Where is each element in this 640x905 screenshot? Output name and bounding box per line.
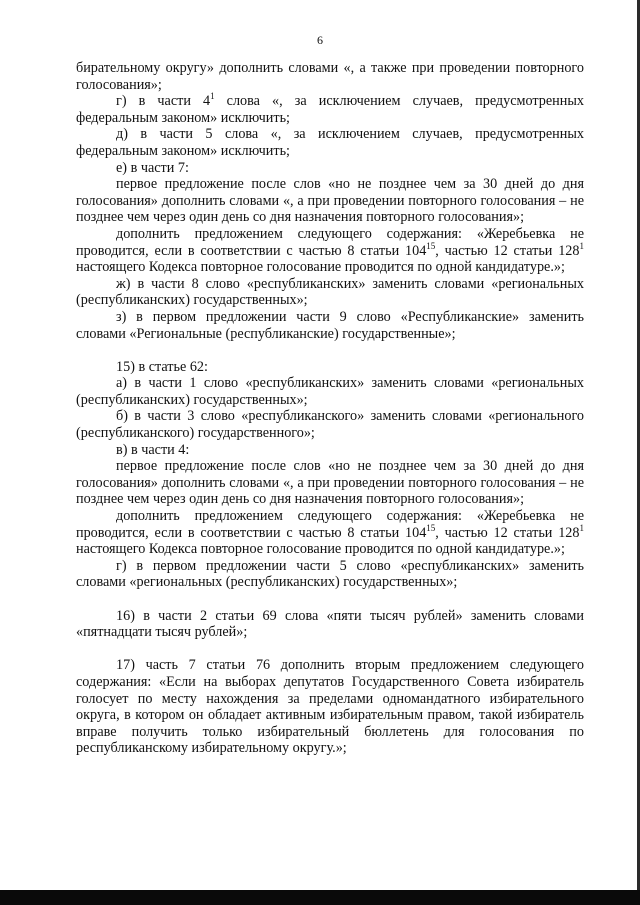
paragraph-text: 17) часть 7 статьи 76 дополнить вторым предложением следующего содержания: «Если на выборах депутатов Государственного Совета избиратель голосует по месту нахождения за пределами одномандатного избирательного округа, в котором он обладает активным избирательным правом, такой избиратель вправе получить только избирательный бюллетень для голосования по республиканскому избирательному округу.»; bbox=[76, 657, 584, 757]
paragraph bbox=[76, 126, 584, 159]
paragraph bbox=[76, 359, 584, 376]
paragraph-text: первое предложение после слов «но не позднее чем за 30 дней до дня голосования» дополнить словами «, а при проведении повторного голосования – не позднее чем через один день со дня назначения повторного голосования»; bbox=[76, 458, 584, 508]
paragraph-text: ж) в части 8 слово «республиканских» заменить словами «региональных (республиканских) государственных»; bbox=[76, 275, 584, 309]
paragraph-gap bbox=[76, 591, 584, 608]
paragraph bbox=[76, 657, 584, 757]
paragraph-text: , частью 12 статьи 128 bbox=[435, 524, 580, 541]
paragraph-text: а) в части 1 слово «республиканских» заменить словами «региональных (республиканских) государственных»; bbox=[76, 375, 584, 408]
paragraph-text: бирательному округу» дополнить словами «, а также при проведении повторного голосования»; bbox=[76, 60, 584, 93]
paragraph bbox=[76, 160, 584, 177]
paragraph-text: , частью 12 статьи 128 bbox=[435, 242, 580, 259]
paragraph bbox=[76, 508, 584, 558]
paragraph-text: б) в части 3 слово «республиканского» заменить словами «регионального (республиканского) государственного»; bbox=[76, 408, 584, 442]
paragraph bbox=[76, 408, 584, 441]
paragraph bbox=[76, 276, 584, 309]
paragraph bbox=[76, 375, 584, 408]
paragraph-text: д) в части 5 слова «, за исключением случаев, предусмотренных федеральным законом» исключить; bbox=[76, 126, 584, 159]
paragraph-text: настоящего Кодекса повторное голосование проводится по одной кандидатуре.»; bbox=[76, 259, 565, 276]
paragraph-gap bbox=[76, 342, 584, 359]
paragraph bbox=[76, 458, 584, 508]
superscript: 1 bbox=[579, 240, 584, 251]
paragraph-text: в) в части 4: bbox=[116, 441, 190, 458]
paragraph-text: з) в первом предложении части 9 слово «Республиканские» заменить словами «Региональные (республиканские) государственные»; bbox=[76, 308, 584, 342]
paragraph-text: дополнить предложением следующего содержания: «Жеребьевка не проводится, если в соответствии с частью 8 статьи 104 bbox=[76, 508, 584, 541]
page-number: 6 bbox=[317, 33, 323, 47]
paragraph-text: 16) в части 2 статьи 69 слова «пяти тысяч рублей» заменить словами «пятнадцати тысяч рублей»; bbox=[76, 607, 584, 641]
scan-bottom-bar bbox=[0, 890, 640, 905]
paragraph-gap bbox=[76, 641, 584, 658]
paragraph bbox=[76, 309, 584, 342]
paragraph-text: слова «, за исключением случаев, предусмотренных федеральным законом» исключить; bbox=[76, 93, 584, 126]
paragraph-text: г) в части 4 bbox=[116, 93, 211, 110]
superscript: 1 bbox=[579, 522, 584, 533]
paragraph bbox=[76, 608, 584, 641]
paragraph-text: г) в первом предложении части 5 слово «республиканских» заменить словами «региональных (республиканских) государственных»; bbox=[76, 557, 584, 591]
paragraph-text: настоящего Кодекса повторное голосование проводится по одной кандидатуре.»; bbox=[76, 541, 565, 558]
superscript: 15 bbox=[426, 240, 436, 251]
paragraph-text: 15) в статье 62: bbox=[116, 358, 208, 375]
paragraph-text: е) в части 7: bbox=[116, 159, 189, 176]
paragraph bbox=[76, 176, 584, 226]
paragraph-text: первое предложение после слов «но не позднее чем за 30 дней до дня голосования» дополнить словами «, а при проведении повторного голосования – не позднее чем через один день со дня назначения повторного голосования»; bbox=[76, 176, 584, 226]
paragraph bbox=[76, 558, 584, 591]
paragraph-text: дополнить предложением следующего содержания: «Жеребьевка не проводится, если в соответствии с частью 8 статьи 104 bbox=[76, 225, 584, 259]
document-body bbox=[76, 60, 584, 757]
paragraph bbox=[76, 93, 584, 126]
paragraph bbox=[76, 442, 584, 459]
paragraph bbox=[76, 60, 584, 93]
paragraph bbox=[76, 226, 584, 276]
superscript: 15 bbox=[426, 522, 436, 533]
superscript: 1 bbox=[210, 91, 215, 102]
